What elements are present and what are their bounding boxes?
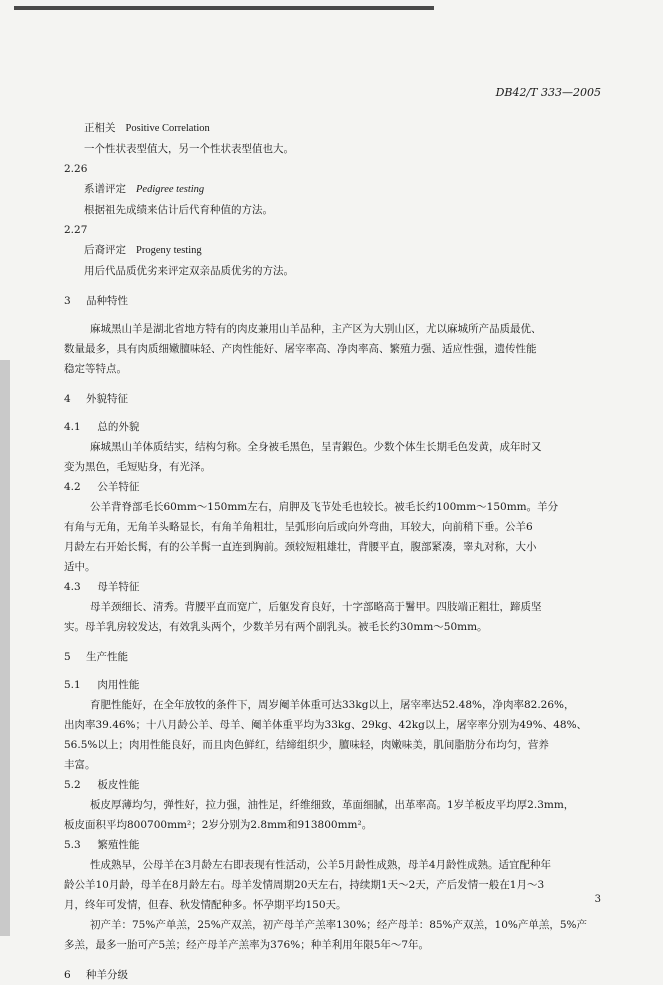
term-en: Pedigree testing xyxy=(136,184,205,195)
section-title: 品种特性 xyxy=(86,295,128,307)
section-heading-4 xyxy=(64,389,604,409)
subsection-number: 5.2 xyxy=(64,779,81,791)
paragraph-line: 龄公羊10月龄，母羊在8月龄左右。母羊发情周期20天左右，持续期1天～2天，产后发情一般在1月～3 xyxy=(64,879,545,891)
paragraph-line: 适中。 xyxy=(64,561,96,573)
paragraph-line: 实。母羊乳房较发达，有效乳头两个，少数羊另有两个副乳头。被毛长约30mm～50mm。 xyxy=(64,621,488,633)
section-5-content xyxy=(64,675,604,955)
subsection-title: 公羊特征 xyxy=(97,481,140,493)
paragraph-line: 有角与无角，无角羊头略显长，有角羊角粗壮，呈弧形向后或向外弯曲，耳较大，向前稍下垂。公羊6 xyxy=(64,521,533,533)
term-definition: 用后代品质优劣来评定双亲品质优劣的方法。 xyxy=(84,265,294,277)
paragraph-line: 性成熟早，公母羊在3月龄左右即表现有性活动，公羊5月龄性成熟，母羊4月龄性成熟。适宜配种年 xyxy=(90,859,552,871)
section-title: 外貌特征 xyxy=(86,393,128,405)
paragraph-line: 56.5%以上；肉用性能良好，而且肉色鲜红，结缔组织少，膻味轻，肉嫩味美，肌间脂肪分布均匀，营养 xyxy=(64,739,549,751)
section-heading-5 xyxy=(64,647,604,667)
paragraph-line: 公羊背脊部毛长60mm～150mm左右，肩胛及飞节处毛也较长。被毛长约100mm～150mm。羊分 xyxy=(90,501,559,513)
paragraph-line: 丰富。 xyxy=(64,759,96,771)
subsection-heading xyxy=(64,477,604,497)
term-zh: 系谱评定 xyxy=(84,183,126,195)
section-number: 3 xyxy=(64,295,71,307)
section-heading-6 xyxy=(64,965,604,985)
subsection-number: 4.2 xyxy=(64,481,81,493)
term-en: Progeny testing xyxy=(136,245,202,256)
paragraph-line: 变为黑色，毛短贴身，有光泽。 xyxy=(64,461,211,473)
paragraph-line: 稳定等特点。 xyxy=(64,363,127,375)
subsection-title: 总的外貌 xyxy=(97,421,140,433)
scan-top-rule xyxy=(14,6,434,10)
section-heading-3 xyxy=(64,291,604,311)
section-number: 5 xyxy=(64,651,71,663)
section-number: 4 xyxy=(64,393,71,405)
document-body xyxy=(64,118,604,985)
paragraph-line: 多羔，最多一胎可产5羔；经产母羊产羔率为376%；种羊利用年限5年～7年。 xyxy=(64,939,430,951)
term-number: 2.26 xyxy=(64,163,88,175)
section-3-text xyxy=(64,319,604,379)
subsection-heading xyxy=(64,675,604,695)
term-heading xyxy=(64,240,604,261)
subsection-heading xyxy=(64,417,604,437)
subsection-number: 5.1 xyxy=(64,679,81,691)
subsection-title: 母羊特征 xyxy=(97,581,140,593)
term-definition: 根据祖先成绩来估计后代育种值的方法。 xyxy=(84,204,273,216)
paragraph-line: 出肉率39.46%；十八月龄公羊、母羊、阉羊体重平均为33kg、29kg、42kg以上，屠宰率分别为49%、48%、 xyxy=(64,719,588,731)
standard-code: DB42/T 333—2005 xyxy=(495,86,601,99)
subsection-title: 板皮性能 xyxy=(97,779,140,791)
section-title: 生产性能 xyxy=(86,651,128,663)
section-title: 种羊分级 xyxy=(86,969,128,981)
term-zh: 正相关 xyxy=(84,122,116,134)
term-en: Positive Correlation xyxy=(125,123,210,134)
paragraph-line: 育肥性能好，在全年放牧的条件下，周岁阉羊体重可达33kg以上，屠宰率达52.48%，净肉率82.26%， xyxy=(90,699,575,711)
term-heading xyxy=(64,179,604,200)
paragraph-line: 板皮厚薄均匀，弹性好，拉力强，油性足，纤维细致，革面细腻，出革率高。1岁羊板皮平均厚2.3mm， xyxy=(90,799,575,811)
section-4-content xyxy=(64,417,604,637)
term-zh: 后裔评定 xyxy=(84,244,126,256)
paragraph-line: 麻城黑山羊体质结实，结构匀称。全身被毛黑色，呈青鍜色。少数个体生长期毛色发黄，成年时又 xyxy=(90,441,542,453)
term-definition: 一个性状表型值大，另一个性状表型值也大。 xyxy=(84,143,294,155)
section-number: 6 xyxy=(64,969,71,981)
subsection-heading xyxy=(64,577,604,597)
subsection-number: 4.3 xyxy=(64,581,81,593)
paragraph-line: 月龄左右开始长髯，有的公羊髯一直连到胸前。颈较短粗雄壮，背腰平直，腹部紧凑，睾丸对称，大小 xyxy=(64,541,537,553)
paragraph-line: 数量最多，具有肉质细嫩膻味轻、产肉性能好、屠宰率高、净肉率高、繁殖力强、适应性强，遗传性能 xyxy=(64,343,537,355)
paragraph-line: 麻城黑山羊是湖北省地方特有的肉皮兼用山羊品种，主产区为大别山区，尤以麻城所产品质最优、 xyxy=(90,323,542,335)
paragraph-line: 初产羊：75%产单羔，25%产双羔，初产母羊产羔率130%；经产母羊：85%产双羔，10%产单羔，5%产 xyxy=(90,919,588,931)
subsection-number: 4.1 xyxy=(64,421,81,433)
scan-left-shadow xyxy=(0,360,10,936)
subsection-title: 繁殖性能 xyxy=(97,839,140,851)
subsection-number: 5.3 xyxy=(64,839,81,851)
subsection-heading xyxy=(64,775,604,795)
subsection-heading xyxy=(64,835,604,855)
page-number: 3 xyxy=(594,894,601,905)
term-number: 2.27 xyxy=(64,224,88,236)
paragraph-line: 月，终年可发情，但春、秋发情配种多。怀孕期平均150天。 xyxy=(64,899,347,911)
paragraph-line: 母羊颈细长、清秀。背腰平直而宽广，后躯发育良好，十字部略高于鬐甲。四肢端正粗壮，蹄质坚 xyxy=(90,601,542,613)
subsection-title: 肉用性能 xyxy=(97,679,140,691)
paragraph-line: 板皮面积平均800700mm²；2岁分别为2.8mm和913800mm²。 xyxy=(64,819,373,831)
term-heading xyxy=(64,118,604,139)
